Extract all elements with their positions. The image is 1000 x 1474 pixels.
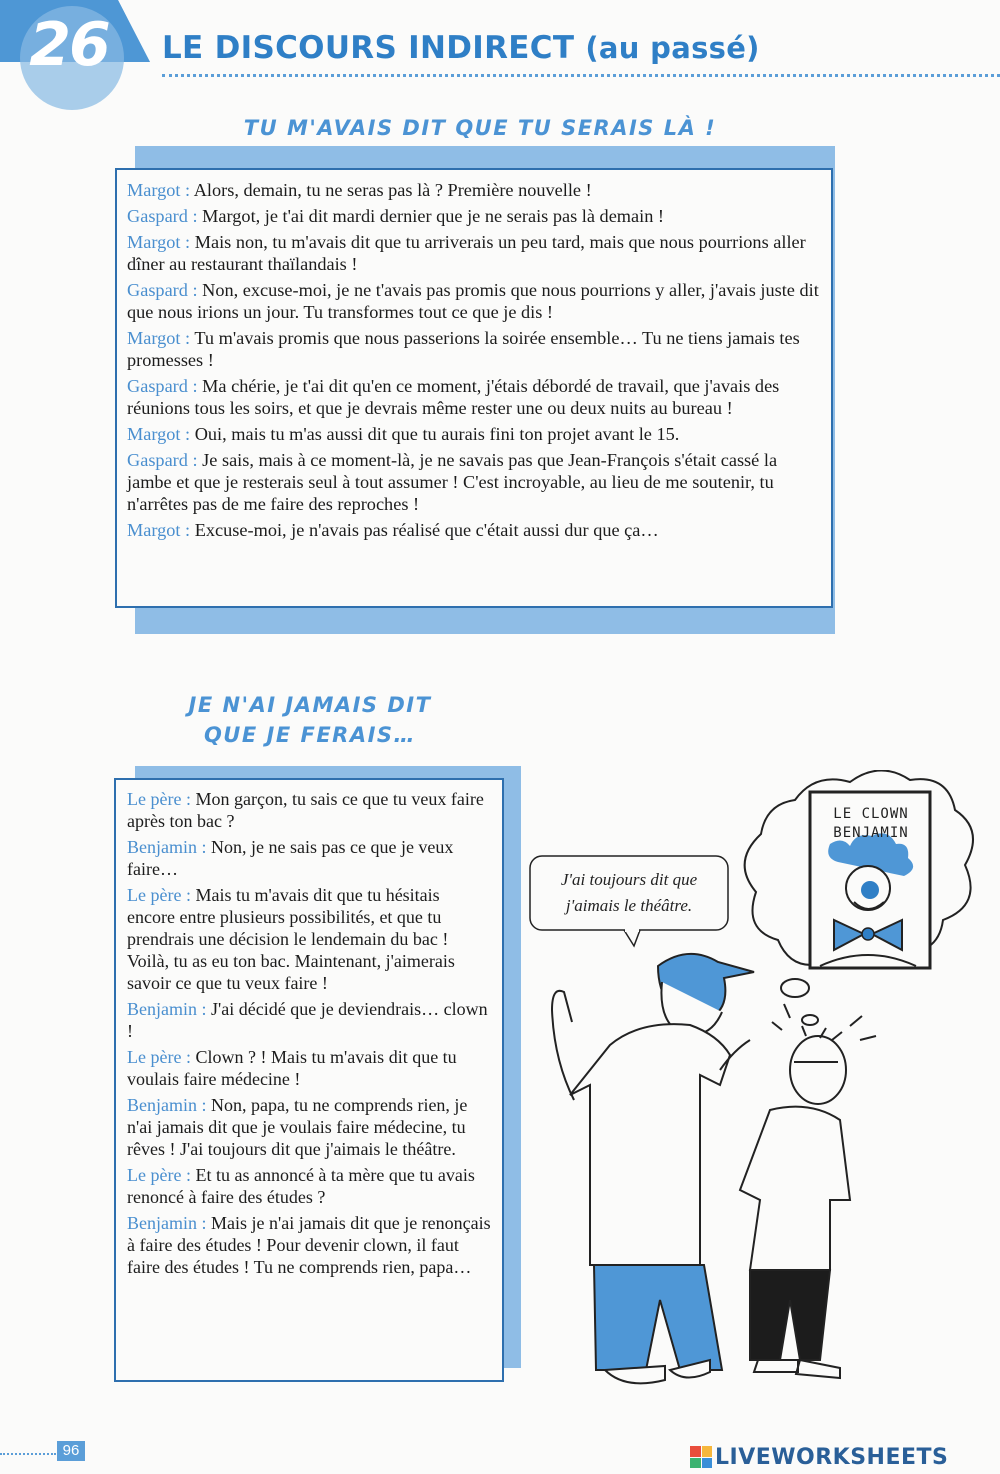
speaker-name: Benjamin : (127, 1213, 207, 1233)
cartoon-illustration (520, 770, 990, 1390)
chapter-title-sub: (au passé) (585, 31, 760, 65)
dialogue-text: Mais je n'ai jamais dit que je renonçais à faire des études ! Pour devenir clown, il faut faire des études ! Tu ne comprends rien, papa… (127, 1213, 491, 1277)
dialogue-line (127, 375, 821, 419)
watermark (690, 1440, 948, 1474)
speaker-name: Margot : (127, 328, 191, 348)
chapter-number: 26 (29, 10, 109, 80)
dialogue-text: Excuse-moi, je n'avais pas réalisé que c'était aussi dur que ça… (194, 520, 659, 540)
benjamin-figure (552, 954, 754, 1383)
dialogue-line (127, 423, 821, 445)
speaker-name: Margot : (127, 424, 191, 444)
father-figure (740, 1026, 850, 1378)
poster-line-2: BENJAMIN (833, 825, 909, 841)
dialogue-text: Mais tu m'avais dit que tu hésitais encore entre plusieurs possibilités, et que tu prendrais une décision le lendemain du bac ! Voilà, tu as eu ton bac. Maintenant, j'aimerais savoir ce que tu veux faire ! (127, 885, 455, 993)
speaker-name: Gaspard : (127, 206, 198, 226)
section2-title-line2: QUE JE FERAIS… (203, 723, 417, 747)
dialogue-line (127, 205, 821, 227)
speaker-name: Margot : (127, 520, 191, 540)
dialogue-text: Oui, mais tu m'as aussi dit que tu aurais fini ton projet avant le 15. (194, 424, 680, 444)
dialogue-line (127, 279, 821, 323)
title-underline (162, 74, 1000, 77)
dialogue-line (127, 1164, 492, 1208)
dialogue-line (127, 1212, 492, 1278)
dialogue-line (127, 519, 821, 541)
footer-dots (0, 1453, 56, 1455)
speaker-name: Le père : (127, 1165, 191, 1185)
section2-title-line1: JE N'AI JAMAIS DIT (188, 693, 432, 717)
section1-dialogue-box (115, 168, 833, 608)
dialogue-text: Alors, demain, tu ne seras pas là ? Première nouvelle ! (193, 180, 592, 200)
speaker-name: Benjamin : (127, 1095, 207, 1115)
dialogue-text: Clown ? ! Mais tu m'avais dit que tu voulais faire médecine ! (127, 1047, 457, 1089)
surprise-marks (772, 1004, 876, 1040)
dialogue-line (127, 1046, 492, 1090)
dialogue-text: Et tu as annoncé à ta mère que tu avais renoncé à faire des études ? (127, 1165, 475, 1207)
speaker-name: Gaspard : (127, 280, 198, 300)
speaker-name: Margot : (127, 180, 191, 200)
speaker-name: Margot : (127, 232, 191, 252)
dialogue-text: J'ai décidé que je deviendrais… clown ! (127, 999, 488, 1041)
dialogue-line (127, 998, 492, 1042)
dialogue-text: Non, papa, tu ne comprends rien, je n'ai jamais dit que je voulais faire médecine, tu rêves ! J'ai toujours dit que j'aimais le théâtre. (127, 1095, 468, 1159)
dialogue-line (127, 179, 821, 201)
dialogue-text: Non, je ne sais pas ce que je veux faire… (127, 837, 454, 879)
section2-dialogue-box (114, 778, 504, 1382)
dialogue-text: Ma chérie, je t'ai dit qu'en ce moment, j'étais débordé de travail, que j'avais des réunions tous les soirs, et que je devrais même rester une ou deux nuits au bureau ! (127, 376, 780, 418)
dialogue-line (127, 884, 492, 994)
dialogue-line (127, 327, 821, 371)
dialogue-text: Mon garçon, tu sais ce que tu veux faire après ton bac ? (127, 789, 484, 831)
dialogue-line (127, 836, 492, 880)
speaker-name: Le père : (127, 885, 191, 905)
speaker-name: Benjamin : (127, 837, 207, 857)
speaker-name: Benjamin : (127, 999, 207, 1019)
watermark-logo-icon (690, 1446, 712, 1468)
chapter-title (162, 30, 760, 66)
speaker-name: Gaspard : (127, 376, 198, 396)
section2-dialogue (127, 788, 492, 1278)
section1-dialogue (127, 179, 821, 541)
speech-bubble-text (530, 867, 728, 919)
section2-title (150, 690, 470, 750)
speech-line-2: j'aimais le théâtre. (565, 896, 693, 915)
speaker-name: Le père : (127, 1047, 191, 1067)
dialogue-line (127, 449, 821, 515)
dialogue-line (127, 231, 821, 275)
dialogue-line (127, 788, 492, 832)
watermark-text: LIVEWORKSHEETS (715, 1444, 949, 1470)
section1-title: TU M'AVAIS DIT QUE TU SERAIS LÀ ! (243, 116, 717, 140)
page-number: 96 (57, 1441, 85, 1461)
dialogue-text: Margot, je t'ai dit mardi dernier que je ne serais pas là demain ! (202, 206, 665, 226)
speaker-name: Le père : (127, 789, 191, 809)
chapter-title-main: LE DISCOURS INDIRECT (162, 30, 575, 66)
speech-line-1: J'ai toujours dit que (560, 870, 698, 889)
poster-text (812, 805, 930, 843)
poster-line-1: LE CLOWN (833, 806, 909, 822)
dialogue-line (127, 1094, 492, 1160)
dialogue-text: Tu m'avais promis que nous passerions la soirée ensemble… Tu ne tiens jamais tes promesses ! (127, 328, 800, 370)
speaker-name: Gaspard : (127, 450, 198, 470)
dialogue-text: Je sais, mais à ce moment-là, je ne savais pas que Jean-François s'était cassé la jambe et que je resterais seul à tout assumer ! C'est incroyable, au lieu de me soutenir, tu n'arrêtes pas de me faire des reproches ! (127, 450, 778, 514)
dialogue-text: Mais non, tu m'avais dit que tu arriverais un peu tard, mais que nous pourrions aller dîner au restaurant thaïlandais ! (127, 232, 806, 274)
dialogue-text: Non, excuse-moi, je ne t'avais pas promis que nous pourrions y aller, j'avais juste dit que nous irions un jour. Tu transformes tout ce que je dis ! (127, 280, 819, 322)
